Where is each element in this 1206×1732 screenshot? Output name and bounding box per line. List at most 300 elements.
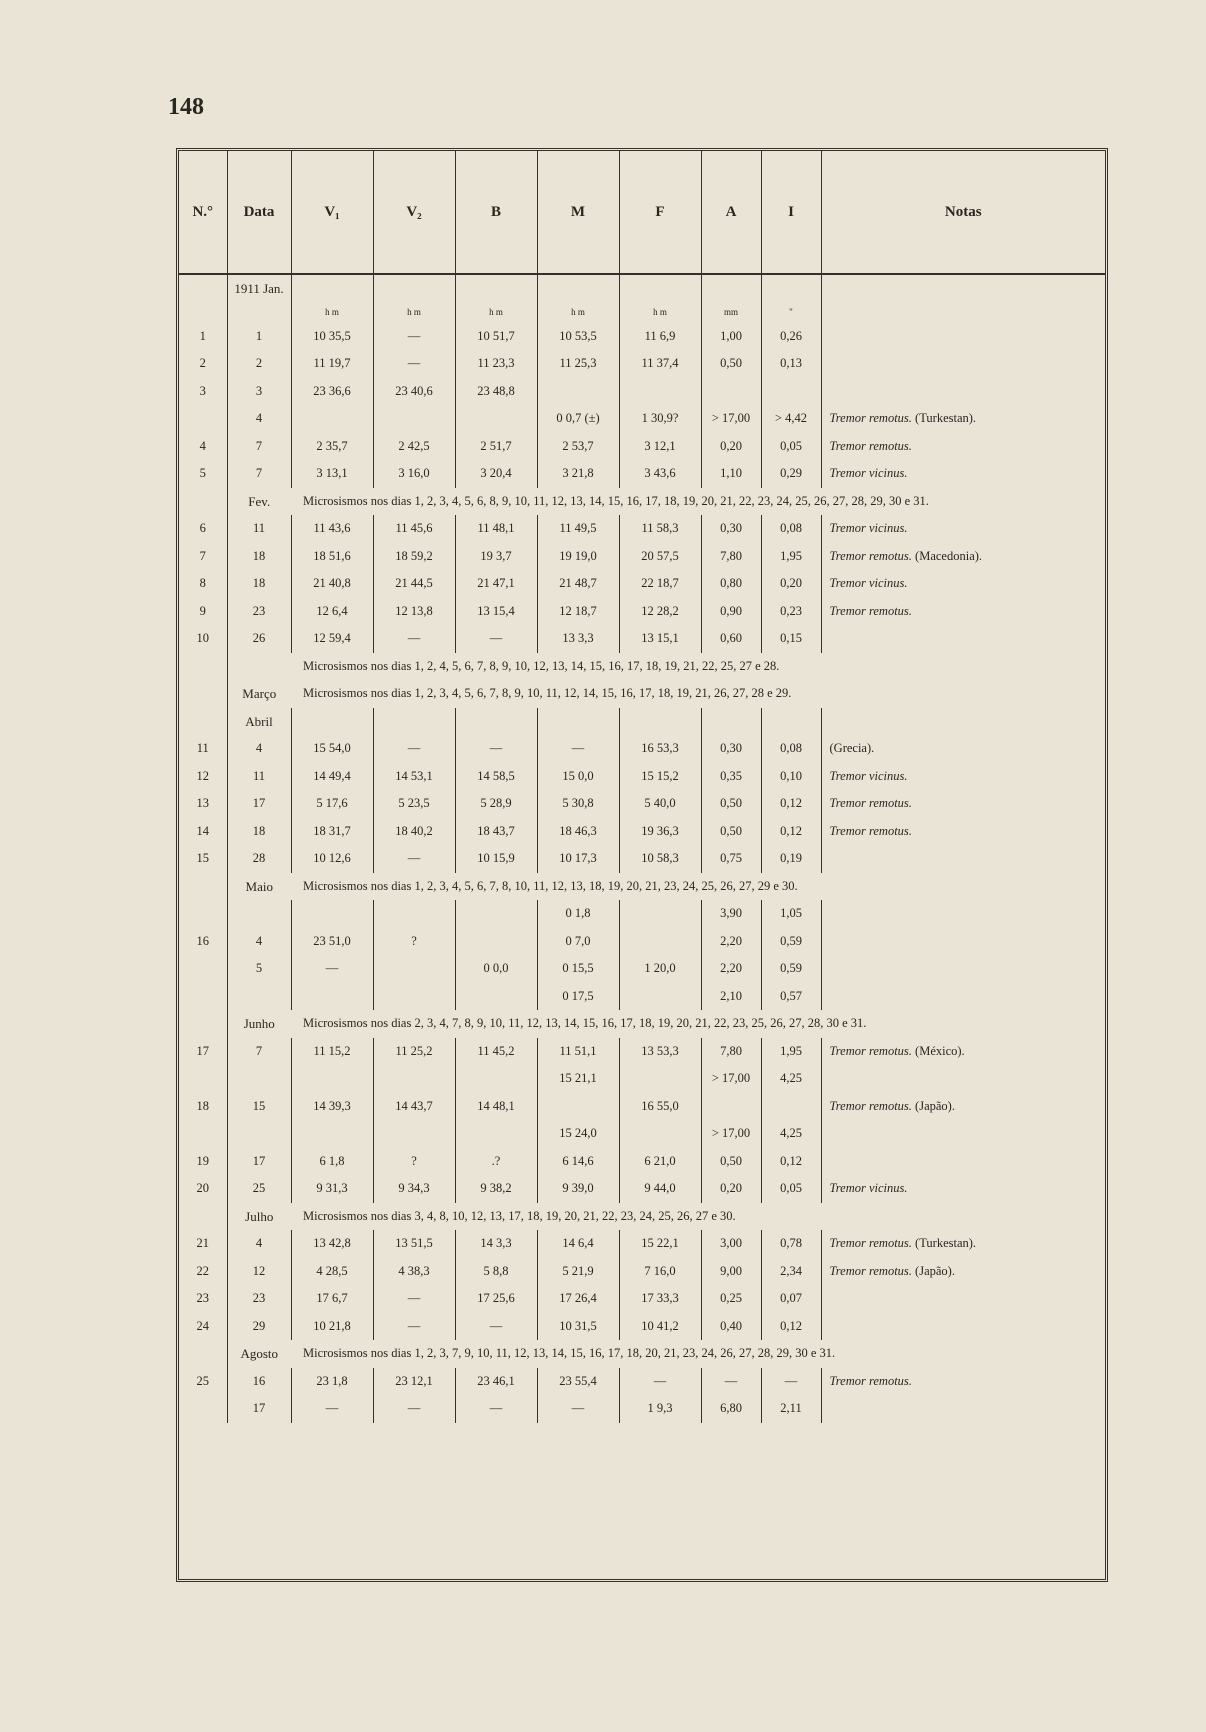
table-cell [179,983,227,1011]
month-label: Maio [227,873,291,901]
table-row [179,460,1105,488]
table-cell: 11 58,3 [619,515,701,543]
table-row [179,955,1105,983]
table-cell: 1,95 [761,543,821,571]
month-row [179,274,1105,303]
table-cell: 14 3,3 [455,1230,537,1258]
table-cell: 4 [199,438,206,453]
table-row [179,1093,1105,1121]
note-cell [821,433,1105,461]
table-row [179,1368,1105,1396]
table-cell: 16 [227,1368,291,1396]
table-row [179,900,1105,928]
table-cell [537,1093,619,1121]
table-row [179,1120,1105,1148]
table-cell: 16 55,0 [619,1093,701,1121]
empty-cell [455,708,537,736]
empty-cell [821,274,1105,303]
table-cell: 1,05 [761,900,821,928]
table-cell: 12 [196,768,209,783]
note-cell [821,598,1105,626]
table-cell: 5 30,8 [537,790,619,818]
table-cell: 3 43,6 [619,460,701,488]
table-cell: — [373,350,455,378]
empty-cell [179,873,227,901]
table-cell: 7,80 [701,1038,761,1066]
table-cell: 2,34 [761,1258,821,1286]
microsismos-row [179,488,1105,516]
table-cell: 7 [199,548,206,563]
empty-cell [761,274,821,303]
table-cell: 11 [196,741,209,756]
note-cell [821,900,1105,928]
microsismos-text: Microsismos nos dias 1, 2, 4, 5, 6, 7, 8, 9, 10, 12, 13, 14, 15, 16, 17, 18, 19, 21, 22, 25, 27 e 28. [303,658,780,673]
empty-cell [537,274,619,303]
table-cell [455,405,537,433]
table-cell: 22 [196,1263,209,1278]
column-header: V₁ [291,151,373,274]
table-cell: 12 18,7 [537,598,619,626]
note-cell [821,928,1105,956]
table-cell: 12 13,8 [373,598,455,626]
table-cell [455,983,537,1011]
table-cell: — [619,1368,701,1396]
table-cell: 7 [227,1038,291,1066]
table-cell: 0,15 [761,625,821,653]
table-cell: 0,30 [701,515,761,543]
table-cell: 0,30 [701,735,761,763]
table-cell: 1 [227,323,291,351]
table-cell [373,1065,455,1093]
month-label [227,653,291,681]
table-row [179,405,1105,433]
table-cell: 0 1,8 [537,900,619,928]
note-italic: Tremor remotus. [829,1098,912,1113]
table-cell: 15 15,2 [619,763,701,791]
table-cell: 12 59,4 [291,625,373,653]
note-italic: Tremor remotus. [829,603,912,618]
table-cell: 0,12 [761,818,821,846]
table-cell: 20 57,5 [619,543,701,571]
table-cell: — [455,1395,537,1423]
table-cell: 13 53,3 [619,1038,701,1066]
table-cell: 17 [227,1395,291,1423]
table-cell: — [373,845,455,873]
empty-cell [373,708,455,736]
table-cell: 17 [227,1148,291,1176]
table-cell: 11 48,1 [455,515,537,543]
table-cell [701,1093,761,1121]
empty-cell [455,274,537,303]
table-cell: 9 34,3 [373,1175,455,1203]
table-cell: 8 [199,576,206,591]
table-cell [179,900,227,928]
month-label: Junho [227,1010,291,1038]
note-cell [821,983,1105,1011]
table-cell: 0,59 [761,955,821,983]
table-row [179,598,1105,626]
table-cell: 1 20,0 [619,955,701,983]
empty-cell [291,708,373,736]
table-cell: 5 17,6 [291,790,373,818]
note-italic: Tremor vicinus. [829,521,908,536]
note-plain: (Grecia). [829,741,875,756]
note-plain: (Macedonia). [911,548,983,563]
table-cell: 1,00 [701,323,761,351]
table-cell: 9 [199,603,206,618]
table-cell [291,900,373,928]
table-cell: 4 38,3 [373,1258,455,1286]
table-cell: 2 35,7 [291,433,373,461]
table-cell: 0,26 [761,323,821,351]
note-italic: Tremor remotus. [829,438,912,453]
table-cell: 23 [196,1291,209,1306]
table-cell: 11 23,3 [455,350,537,378]
month-label: Março [227,680,291,708]
table-cell: 3,90 [701,900,761,928]
table-cell: 0,25 [701,1285,761,1313]
table-cell: 0,50 [701,790,761,818]
table-cell: 23 [227,1285,291,1313]
note-cell [821,735,1105,763]
note-italic: Tremor remotus. [829,823,912,838]
empty-cell [179,680,227,708]
table-cell [455,928,537,956]
empty-cell [373,274,455,303]
table-cell: 18 46,3 [537,818,619,846]
table-cell: 0,40 [701,1313,761,1341]
table-cell: 18 59,2 [373,543,455,571]
note-italic: Tremor remotus. [829,1373,912,1388]
note-cell [821,515,1105,543]
table-cell [373,955,455,983]
table-cell: 3 16,0 [373,460,455,488]
table-row [179,543,1105,571]
table-cell: 0,08 [761,735,821,763]
table-cell: 17 26,4 [537,1285,619,1313]
table-cell: 15 22,1 [619,1230,701,1258]
table-cell: 19 36,3 [619,818,701,846]
table-cell: 3 12,1 [619,433,701,461]
table-cell: 0,75 [701,845,761,873]
table-cell: 14 43,7 [373,1093,455,1121]
table-cell: 7 [227,460,291,488]
table-cell: 12 6,4 [291,598,373,626]
table-cell: 0,08 [761,515,821,543]
column-header: B [455,151,537,274]
microsismos-text: Microsismos nos dias 1, 2, 3, 4, 5, 6, 7, 8, 10, 11, 12, 13, 18, 19, 20, 21, 23, 24, 25, 26, 27, 29 e 30. [303,878,798,893]
table-cell: 5 21,9 [537,1258,619,1286]
microsismos-text: Microsismos nos dias 3, 4, 8, 10, 12, 13, 17, 18, 19, 20, 21, 22, 23, 24, 25, 26, 27 e 30. [303,1208,736,1223]
month-label: Fev. [227,488,291,516]
table-cell [619,983,701,1011]
table-cell: 0,57 [761,983,821,1011]
table-cell: 5 [199,466,206,481]
empty-cell [291,274,373,303]
table-cell: 0,90 [701,598,761,626]
seismic-table [179,151,1105,1423]
empty-cell [179,708,227,736]
table-cell: 2,10 [701,983,761,1011]
note-italic: Tremor remotus. [829,1236,912,1251]
table-cell: 7,80 [701,543,761,571]
month-row [179,708,1105,736]
table-cell: 3 20,4 [455,460,537,488]
table-cell: ? [373,928,455,956]
table-cell: 15 21,1 [537,1065,619,1093]
note-cell [821,1093,1105,1121]
empty-cell [821,708,1105,736]
column-header: Notas [821,151,1105,274]
table-cell: 11 6,9 [619,323,701,351]
table-cell: 21 47,1 [455,570,537,598]
table-row [179,845,1105,873]
table-cell: — [455,1313,537,1341]
note-cell [821,1230,1105,1258]
note-cell [821,543,1105,571]
table-cell: 0,05 [761,433,821,461]
table-cell: 11 [227,515,291,543]
table-cell: 10 35,5 [291,323,373,351]
table-cell: 13 15,1 [619,625,701,653]
table-row [179,763,1105,791]
table-cell [373,405,455,433]
table-cell: 5 28,9 [455,790,537,818]
table-cell: 24 [196,1318,209,1333]
table-cell [291,405,373,433]
table-cell: 11 25,3 [537,350,619,378]
table-row [179,1148,1105,1176]
empty-cell [619,274,701,303]
table-cell: 4 [227,735,291,763]
table-cell: 13 15,4 [455,598,537,626]
table-cell: 11 15,2 [291,1038,373,1066]
table-cell: 12 [227,1258,291,1286]
table-cell: 12 28,2 [619,598,701,626]
table-cell: 4 [227,405,291,433]
table-cell: 23 [227,598,291,626]
table-cell: 11 49,5 [537,515,619,543]
table-cell: — [761,1368,821,1396]
table-cell: 23 46,1 [455,1368,537,1396]
table-cell: 17 [227,790,291,818]
table-cell: 10 17,3 [537,845,619,873]
table-row [179,515,1105,543]
note-plain: (Japão). [911,1098,955,1113]
empty-cell [179,1340,227,1368]
table-cell [227,900,291,928]
table-cell: 4 [227,928,291,956]
table-cell: 15 [196,851,209,866]
seismic-table-frame [176,148,1108,1582]
table-cell: 4,25 [761,1120,821,1148]
table-cell: — [537,1395,619,1423]
table-row [179,433,1105,461]
table-cell: — [373,625,455,653]
table-cell: 9 44,0 [619,1175,701,1203]
table-cell: 18 43,7 [455,818,537,846]
table-cell: 17 33,3 [619,1285,701,1313]
note-cell [821,460,1105,488]
table-cell: 10 21,8 [291,1313,373,1341]
table-row [179,735,1105,763]
table-cell: 0,12 [761,1313,821,1341]
note-italic: Tremor vicinus. [829,768,908,783]
table-cell: 0,19 [761,845,821,873]
table-cell: 0,59 [761,928,821,956]
table-cell: 15 [227,1093,291,1121]
table-cell: 6 21,0 [619,1148,701,1176]
empty-cell [701,274,761,303]
table-cell [455,1120,537,1148]
table-cell [291,1120,373,1148]
table-cell: 11 [227,763,291,791]
table-cell: 2 53,7 [537,433,619,461]
note-cell [821,1065,1105,1093]
note-cell [821,955,1105,983]
empty-cell [619,708,701,736]
table-cell: 0,78 [761,1230,821,1258]
table-cell: — [701,1368,761,1396]
note-cell [821,845,1105,873]
table-cell: 2,20 [701,955,761,983]
table-row [179,1175,1105,1203]
table-cell: 21 [196,1236,209,1251]
empty-cell [761,708,821,736]
table-cell [291,1065,373,1093]
note-italic: Tremor remotus. [829,1043,912,1058]
note-italic: Tremor vicinus. [829,466,908,481]
note-cell [821,1120,1105,1148]
table-row [179,790,1105,818]
table-cell: — [373,1313,455,1341]
table-cell: 17 6,7 [291,1285,373,1313]
table-cell: 29 [227,1313,291,1341]
column-header: Data [227,151,291,274]
table-cell: 9 39,0 [537,1175,619,1203]
note-cell [821,1038,1105,1066]
unit-cell [227,303,291,323]
table-cell [455,900,537,928]
table-cell: 0,50 [701,818,761,846]
table-cell: 23 40,6 [373,378,455,406]
table-cell [179,1065,227,1093]
table-cell: — [373,735,455,763]
table-header [179,151,1105,274]
empty-cell [179,653,227,681]
table-cell: 14 58,5 [455,763,537,791]
table-cell: 0,20 [701,1175,761,1203]
table-cell: 0,12 [761,1148,821,1176]
table-row [179,1065,1105,1093]
table-cell: 14 [196,823,209,838]
microsismos-text: Microsismos nos dias 2, 3, 4, 7, 8, 9, 10, 11, 12, 13, 14, 15, 16, 17, 18, 19, 20, 21, 22, 23, 25, 26, 27, 28, 30 e 31. [303,1016,867,1031]
table-cell: — [291,1395,373,1423]
table-cell: 10 53,5 [537,323,619,351]
table-row [179,323,1105,351]
unit-cell: h m [455,303,537,323]
microsismos-text: Microsismos nos dias 1, 2, 3, 4, 5, 6, 8, 9, 10, 11, 12, 13, 14, 15, 16, 17, 18, 19, 20, 21, 22, 23, 24, 25, 26, 27, 28, 29, 30 e 31. [303,493,929,508]
table-cell: 0,13 [761,350,821,378]
note-italic: Tremor vicinus. [829,576,908,591]
table-cell: 13 42,8 [291,1230,373,1258]
note-italic: Tremor remotus. [829,411,912,426]
table-cell: 21 40,8 [291,570,373,598]
month-label: Abril [227,708,291,736]
table-cell: 1,95 [761,1038,821,1066]
month-label: Agosto [227,1340,291,1368]
unit-cell [179,303,227,323]
table-cell: 14 49,4 [291,763,373,791]
table-cell: 18 40,2 [373,818,455,846]
column-header: M [537,151,619,274]
table-cell: 11 37,4 [619,350,701,378]
table-cell: 13 3,3 [537,625,619,653]
table-cell: 0 0,7 (±) [537,405,619,433]
table-cell: 19 19,0 [537,543,619,571]
table-cell: 2 51,7 [455,433,537,461]
empty-cell [537,708,619,736]
column-header: A [701,151,761,274]
table-cell: 4 [227,1230,291,1258]
empty-cell [179,488,227,516]
note-cell [821,1285,1105,1313]
table-cell [179,1120,227,1148]
table-cell: — [373,323,455,351]
microsismos-text: Microsismos nos dias 1, 2, 3, 7, 9, 10, 11, 12, 13, 14, 15, 16, 17, 18, 20, 21, 23, 24, 26, 27, 28, 29, 30 e 31. [303,1346,836,1361]
table-cell: > 17,00 [701,405,761,433]
table-cell [179,405,227,433]
note-cell [821,818,1105,846]
note-cell [821,1175,1105,1203]
note-cell [821,1368,1105,1396]
microsismos-row [179,1340,1105,1368]
table-cell: 0 17,5 [537,983,619,1011]
table-cell: 0,29 [761,460,821,488]
table-cell: — [455,735,537,763]
table-cell: 18 [227,818,291,846]
table-cell: 21 44,5 [373,570,455,598]
table-cell: 6 1,8 [291,1148,373,1176]
table-cell: 0,20 [701,433,761,461]
table-cell: > 17,00 [701,1065,761,1093]
table-cell: > 17,00 [701,1120,761,1148]
table-cell [537,378,619,406]
note-cell [821,1313,1105,1341]
table-cell: 10 51,7 [455,323,537,351]
note-plain: (Turkestan). [911,1236,977,1251]
microsismos-row [179,873,1105,901]
table-cell [227,1120,291,1148]
microsismos-row [179,1203,1105,1231]
table-cell [761,378,821,406]
table-cell: 6,80 [701,1395,761,1423]
note-italic: Tremor vicinus. [829,1181,908,1196]
table-cell: 5 40,0 [619,790,701,818]
microsismos-row [179,1010,1105,1038]
table-cell [373,900,455,928]
table-row [179,570,1105,598]
note-cell [821,570,1105,598]
table-cell: 1 30,9? [619,405,701,433]
table-cell: 0 0,0 [455,955,537,983]
table-cell: 3 [199,383,206,398]
table-cell [619,1065,701,1093]
microsismos-row [179,680,1105,708]
unit-cell: h m [537,303,619,323]
table-cell: 0,10 [761,763,821,791]
table-cell: 0 7,0 [537,928,619,956]
